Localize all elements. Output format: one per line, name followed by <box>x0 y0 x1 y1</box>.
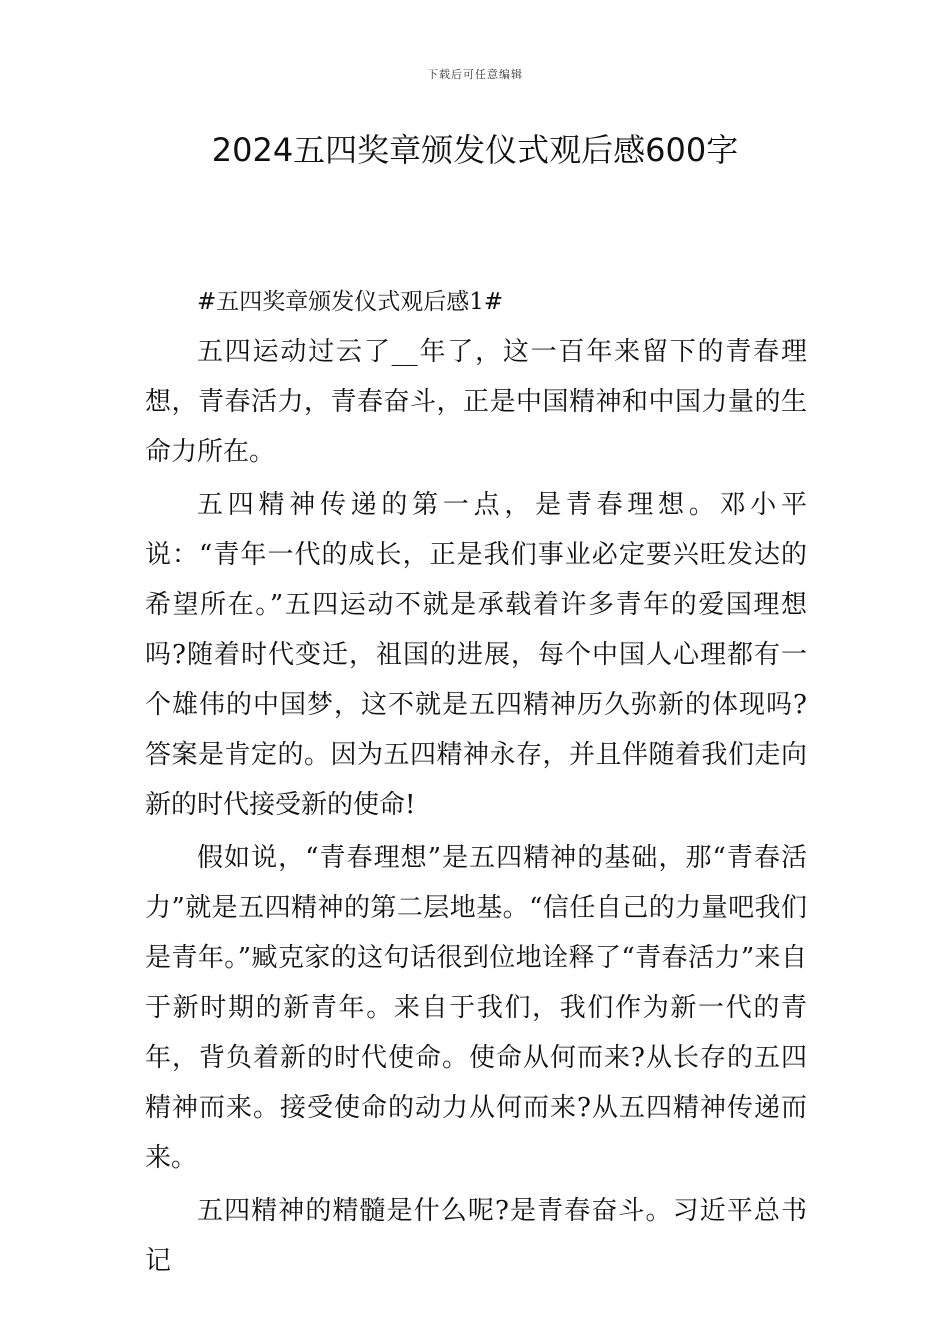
document-body <box>145 280 807 1286</box>
page-header-note: 下载后可任意编辑 <box>427 68 523 81</box>
document-title: 2024五四奖章颁发仪式观后感600字 <box>211 131 739 169</box>
paragraph-3: 假如说，“青春理想”是五四精神的基础，那“青春活力”就是五四精神的第二层地基。“信任自己的力量吧我们是青年。”臧克家的这句话很到位地诠释了“青春活力”来自于新时期的新青年。来自于我们，我们作为新一代的青年，背负着新的时代使命。使命从何而来?从长存的五四精神而来。接受使命的动力从何而来?从五四精神传递而来。 <box>145 843 807 1173</box>
paragraph-1: 五四运动过云了__年了，这一百年来留下的青春理想，青春活力，青春奋斗，正是中国精神和中国力量的生命力所在。 <box>145 337 807 467</box>
section-heading: #五四奖章颁发仪式观后感1# <box>197 289 504 315</box>
paragraph-4: 五四精神的精髓是什么呢?是青春奋斗。习近平总书记 <box>145 1196 807 1276</box>
paragraph-2: 五四精神传递的第一点，是青春理想。邓小平说：“青年一代的成长，正是我们事业必定要兴旺发达的希望所在。”五四运动不就是承载着许多青年的爱国理想吗?随着时代变迁，祖国的进展，每个中国人心理都有一个雄伟的中国梦，这不就是五四精神历久弥新的体现吗?答案是肯定的。因为五四精神永存，并且伴随着我们走向新的时代接受新的使命! <box>145 490 807 820</box>
